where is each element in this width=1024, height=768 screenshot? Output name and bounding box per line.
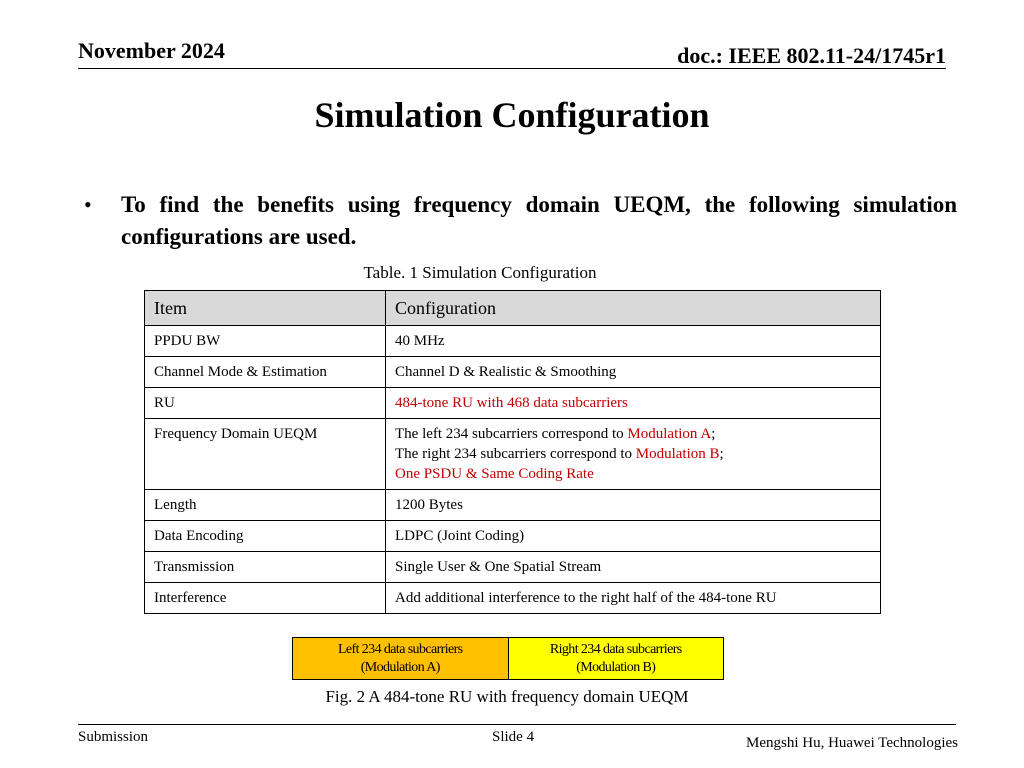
ueqm-line-1-text: The left 234 subcarriers correspond to — [395, 426, 628, 442]
table-header-row — [145, 291, 881, 326]
modulation-a-label: Modulation A — [627, 426, 712, 442]
cell-item: Data Encoding — [145, 521, 386, 552]
slide-title: Simulation Configuration — [314, 95, 710, 135]
footer-submission: Submission — [78, 729, 149, 745]
left-block-line-2: (Modulation A) — [360, 659, 440, 675]
table-row — [145, 419, 881, 490]
header-divider — [78, 68, 946, 69]
right-block-line-2: (Modulation B) — [576, 659, 656, 675]
ueqm-line-1 — [395, 424, 871, 444]
cell-config — [386, 419, 881, 490]
left-block-line-1: Left 234 data subcarriers — [337, 641, 463, 657]
ueqm-line-3: One PSDU & Same Coding Rate — [395, 466, 594, 482]
ueqm-line-2-text: The right 234 subcarriers correspond to — [395, 446, 636, 462]
footer-divider — [78, 724, 956, 725]
footer-slide-number: Slide 4 — [492, 729, 535, 745]
table-row — [145, 552, 881, 583]
cell-item: Transmission — [145, 552, 386, 583]
modulation-b-label: Modulation B — [635, 446, 720, 462]
cell-config: 40 MHz — [386, 326, 881, 357]
cell-item: RU — [145, 388, 386, 419]
ueqm-line-1-end: ; — [711, 426, 716, 442]
ru-diagram — [292, 637, 724, 680]
bullet-text: To find the benefits using frequency domain UEQM, the following simulation configurations are used. — [121, 192, 957, 249]
table-caption: Table. 1 Simulation Configuration — [363, 263, 597, 282]
cell-item: PPDU BW — [145, 326, 386, 357]
cell-config: Channel D & Realistic & Smoothing — [386, 357, 881, 388]
bullet-marker: • — [84, 192, 92, 217]
cell-item: Length — [145, 490, 386, 521]
footer-author: Mengshi Hu, Huawei Technologies — [746, 735, 958, 751]
cell-config: 484-tone RU with 468 data subcarriers — [386, 388, 881, 419]
table-row — [145, 521, 881, 552]
table-row — [145, 357, 881, 388]
table-row — [145, 388, 881, 419]
cell-item: Frequency Domain UEQM — [145, 419, 386, 490]
cell-config: LDPC (Joint Coding) — [386, 521, 881, 552]
cell-config: Add additional interference to the right half of the 484-tone RU — [386, 583, 881, 614]
left-subcarriers-block — [293, 638, 509, 679]
table-row — [145, 326, 881, 357]
header-item: Item — [145, 291, 386, 326]
table-row — [145, 490, 881, 521]
ueqm-line-2-end: ; — [719, 446, 724, 462]
header-date: November 2024 — [78, 38, 225, 63]
header-doc-id: doc.: IEEE 802.11-24/1745r1 — [677, 43, 946, 68]
right-block-line-1: Right 234 data subcarriers — [549, 641, 682, 657]
right-subcarriers-block — [509, 638, 724, 679]
cell-config: Single User & One Spatial Stream — [386, 552, 881, 583]
ueqm-line-2 — [395, 444, 871, 464]
cell-item: Interference — [145, 583, 386, 614]
config-table — [144, 290, 881, 614]
header-configuration: Configuration — [386, 291, 881, 326]
cell-item: Channel Mode & Estimation — [145, 357, 386, 388]
figure-caption: Fig. 2 A 484-tone RU with frequency domain UEQM — [325, 687, 689, 706]
table-row — [145, 583, 881, 614]
cell-config: 1200 Bytes — [386, 490, 881, 521]
